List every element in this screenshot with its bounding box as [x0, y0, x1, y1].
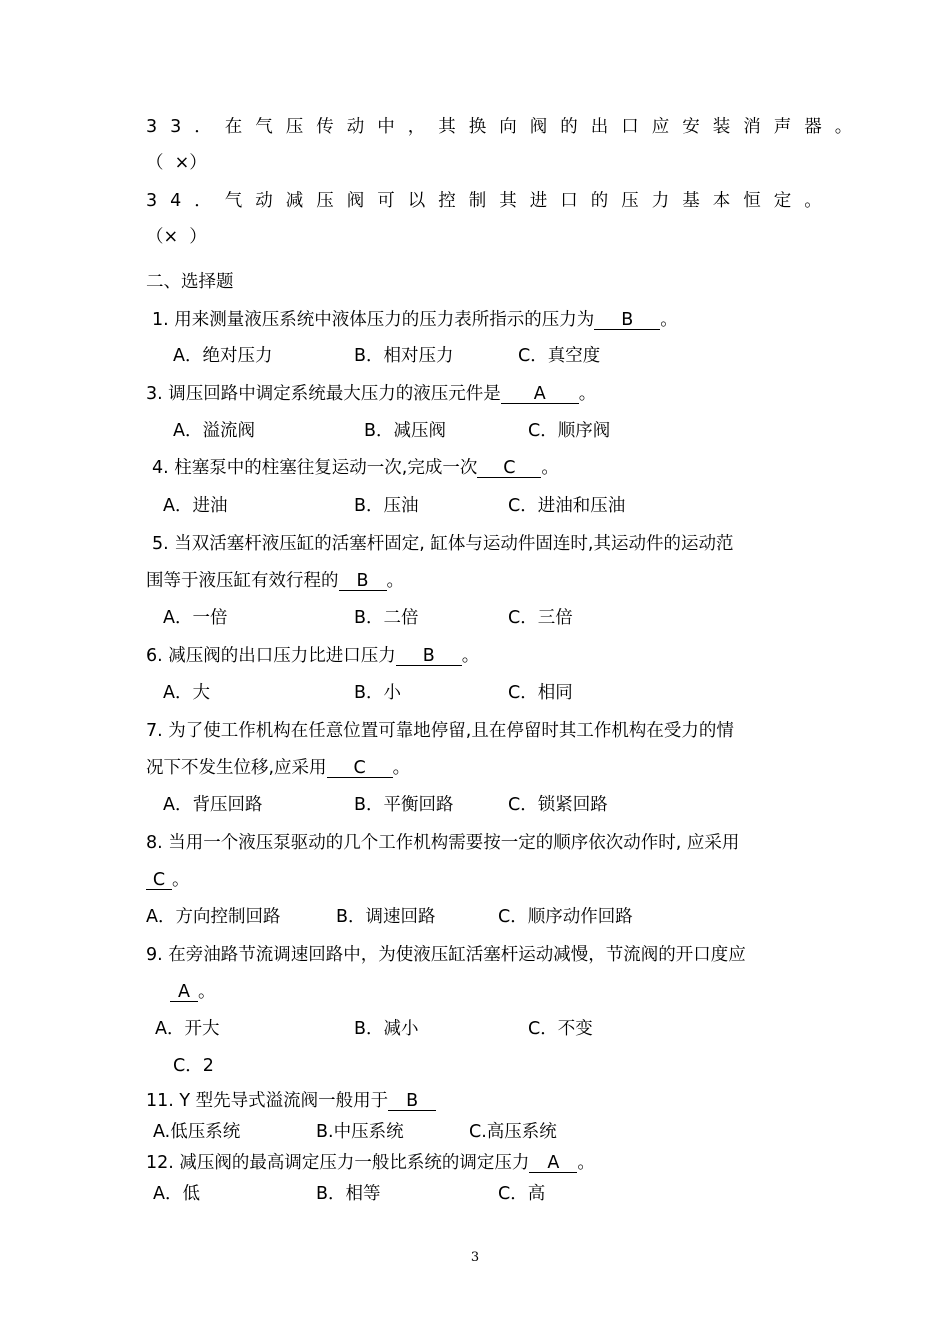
option-b: B．平衡回路 — [354, 795, 454, 815]
option-c: C．高 — [498, 1184, 546, 1204]
question-7-line-1: 7. 为了使工作机构在任意位置可靠地停留,且在停留时其工作机构在受力的情 — [146, 721, 734, 741]
question-tail: 。 — [461, 646, 480, 666]
option-c: C．相同 — [508, 683, 573, 703]
question-9-line-1: 9. 在旁油路节流调速回路中，为使液压缸活塞杆运动减慢，节流阀的开口度应 — [146, 945, 746, 965]
option-a: A.低压系统 — [153, 1122, 241, 1142]
answer-blank: B — [594, 311, 660, 330]
question-tail: 。 — [577, 1153, 595, 1173]
option-a: A．进油 — [163, 496, 228, 516]
question-text: 1. 用来测量液压系统中液体压力的压力表所指示的压力为 — [152, 310, 595, 330]
option-b: B．二倍 — [354, 608, 419, 628]
question-4 — [152, 457, 559, 479]
question-tail: 。 — [392, 758, 411, 778]
option-c: C．锁紧回路 — [508, 795, 608, 815]
option-a: A．开大 — [155, 1019, 220, 1039]
question-tail: 。 — [198, 982, 216, 1002]
answer-blank: C — [146, 871, 172, 890]
question-8-line-1: 8. 当用一个液压泵驱动的几个工作机构需要按一定的顺序依次动作时, 应采用 — [146, 833, 740, 853]
option-c: C．进油和压油 — [508, 496, 626, 516]
question-tail: 。 — [386, 571, 404, 591]
option-c: C．真空度 — [518, 346, 601, 366]
option-b: B．相对压力 — [354, 346, 454, 366]
option-a: A．绝对压力 — [173, 346, 273, 366]
option-b: B．减压阀 — [364, 421, 447, 441]
judgement-34-text: 34．气动减压阀可以控制其进口的压力基本恒定。 — [146, 191, 835, 211]
question-6 — [146, 645, 479, 667]
option-a: A．溢流阀 — [173, 421, 255, 441]
option-a: A．大 — [163, 683, 210, 703]
option-b: B．小 — [354, 683, 402, 703]
option-a: A．一倍 — [163, 608, 228, 628]
option-a: A．背压回路 — [163, 795, 263, 815]
question-text: 3. 调压回路中调定系统最大压力的液压元件是 — [146, 384, 501, 404]
question-5-line-2 — [146, 570, 404, 592]
answer-blank: A — [501, 385, 579, 404]
question-text: 6. 减压阀的出口压力比进口压力 — [146, 646, 396, 666]
option-b: B．压油 — [354, 496, 419, 516]
option-c: C．顺序阀 — [528, 421, 611, 441]
question-9-extra: C．2 — [173, 1056, 214, 1076]
question-11 — [146, 1090, 436, 1112]
option-a: A．低 — [153, 1184, 200, 1204]
judgement-34-mark: （× ） — [146, 227, 207, 247]
option-b: B．调速回路 — [336, 907, 436, 927]
answer-blank: B — [388, 1092, 436, 1111]
section-title: 二、选择题 — [146, 272, 234, 292]
judgement-33-text: 33．在气压传动中，其换向阀的出口应安装消声器。 — [146, 117, 866, 137]
question-tail: 。 — [541, 458, 559, 478]
judgement-33-mark: （ ×） — [146, 153, 207, 173]
option-b: B.中压系统 — [316, 1122, 404, 1142]
question-1 — [152, 309, 678, 331]
option-b: B．减小 — [354, 1019, 419, 1039]
question-text: 11. Y 型先导式溢流阀一般用于 — [146, 1091, 389, 1111]
question-tail: 。 — [660, 310, 678, 330]
question-9-line-2 — [170, 981, 216, 1003]
option-c: C．顺序动作回路 — [498, 907, 633, 927]
answer-blank: A — [529, 1154, 577, 1173]
answer-blank: B — [339, 572, 387, 591]
question-text: 况下不发生位移,应采用 — [146, 758, 327, 778]
question-5-line-1: 5. 当双活塞杆液压缸的活塞杆固定, 缸体与运动件固连时,其运动件的运动范 — [152, 534, 734, 554]
option-b: B．相等 — [316, 1184, 381, 1204]
answer-blank: C — [477, 459, 541, 478]
question-text: 12. 减压阀的最高调定压力一般比系统的调定压力 — [146, 1153, 530, 1173]
option-c: C．不变 — [528, 1019, 593, 1039]
option-c: C．三倍 — [508, 608, 573, 628]
answer-blank: C — [327, 759, 393, 778]
page-number: 3 — [470, 1250, 480, 1265]
option-c: C.高压系统 — [469, 1122, 557, 1142]
question-tail: 。 — [578, 384, 597, 404]
question-tail: 。 — [172, 870, 190, 890]
answer-blank: B — [396, 647, 462, 666]
question-12 — [146, 1152, 595, 1174]
question-text: 4. 柱塞泵中的柱塞往复运动一次,完成一次 — [152, 458, 478, 478]
question-7-line-2 — [146, 757, 410, 779]
question-3 — [146, 383, 596, 405]
option-a: A．方向控制回路 — [146, 907, 281, 927]
question-text: 围等于液压缸有效行程的 — [146, 571, 339, 591]
question-8-line-2 — [146, 869, 190, 891]
answer-blank: A — [170, 983, 198, 1002]
